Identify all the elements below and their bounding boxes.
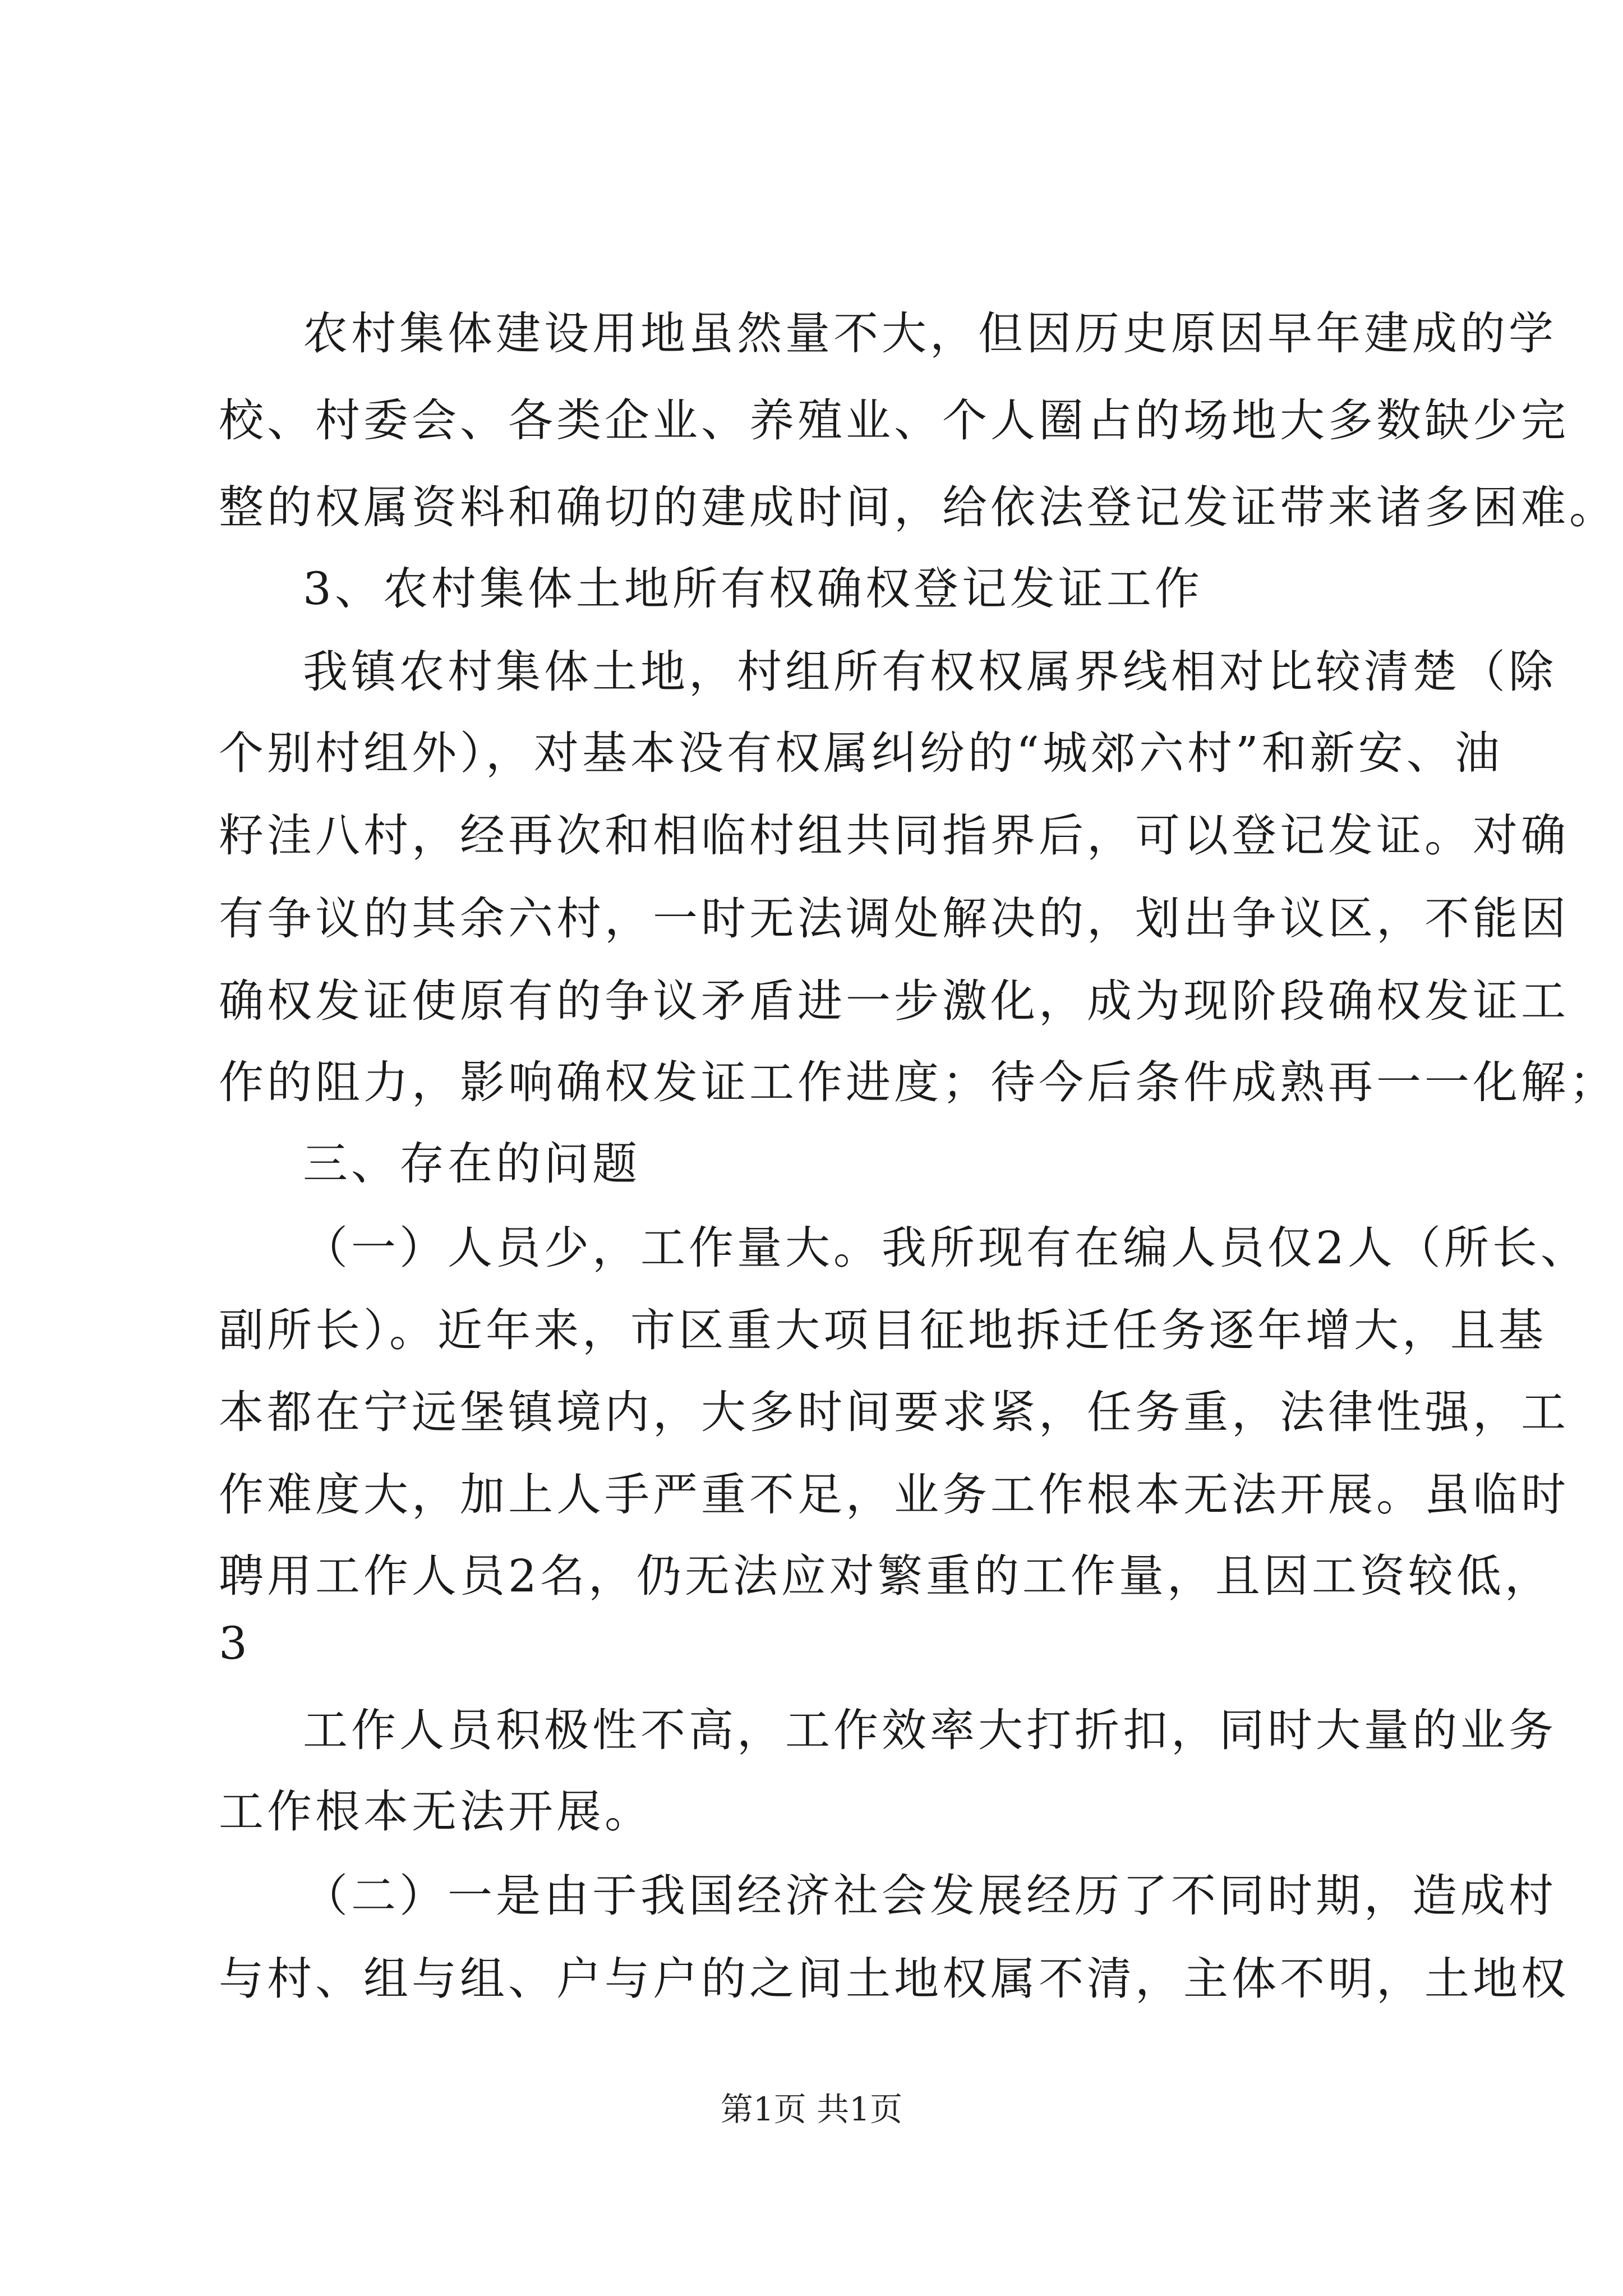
paragraph-line: 我镇农村集体土地，村组所有权权属界线相对比较清楚（除 <box>303 646 1557 698</box>
paragraph-line: 个别村组外），对基本没有权属纠纷的“城郊六村”和新安、油 <box>219 727 1503 779</box>
paragraph-line: 有争议的其余六村，一时无法调处解决的，划出争议区，不能因 <box>219 892 1569 945</box>
paragraph-line: 校、村委会、各类企业、养殖业、个人圈占的场地大多数缺少完 <box>219 394 1569 447</box>
paragraph-line: 本都在宁远堡镇境内，大多时间要求紧，任务重，法律性强，工 <box>219 1386 1569 1438</box>
paragraph-line: 确权发证使原有的争议矛盾进一步激化，成为现阶段确权发证工 <box>219 975 1569 1027</box>
paragraph-line: 与村、组与组、户与户的之间土地权属不清，主体不明，土地权 <box>219 1953 1569 2005</box>
page-footer: 第1页 共1页 <box>720 2090 903 2128</box>
paragraph-line: （一）人员少，工作量大。我所现有在编人员仅2人（所长、 <box>303 1222 1589 1274</box>
paragraph-line: 作难度大，加上人手严重不足，业务工作根本无法开展。虽临时 <box>219 1469 1569 1521</box>
section-heading: 三、存在的问题 <box>303 1138 640 1190</box>
paragraph-line: 整的权属资料和确切的建成时间，给依法登记发证带来诸多困难。 <box>219 481 1617 533</box>
paragraph-line: 农村集体建设用地虽然量不大，但因历史原因早年建成的学 <box>303 307 1557 360</box>
paragraph-line: 工作根本无法开展。 <box>219 1786 653 1838</box>
paragraph-line: （二）一是由于我国经济社会发展经历了不同时期，造成村 <box>303 1870 1557 1922</box>
paragraph-line: 作的阻力，影响确权发证工作进度；待今后条件成熟再一一化解； <box>219 1056 1617 1108</box>
paragraph-line: 工作人员积极性不高，工作效率大打折扣，同时大量的业务 <box>303 1704 1557 1756</box>
paragraph-line: 副所长）。近年来，市区重大项目征地拆迁任务逐年增大，且基 <box>219 1304 1547 1356</box>
inline-page-number: 3 <box>219 1617 251 1669</box>
paragraph-line: 聘用工作人员2名，仍无法应对繁重的工作量，且因工资较低， <box>219 1550 1553 1602</box>
paragraph-line: 籽洼八村，经再次和相临村组共同指界后，可以登记发证。对确 <box>219 809 1569 862</box>
section-heading: 3、农村集体土地所有权确权登记发证工作 <box>303 563 1203 615</box>
